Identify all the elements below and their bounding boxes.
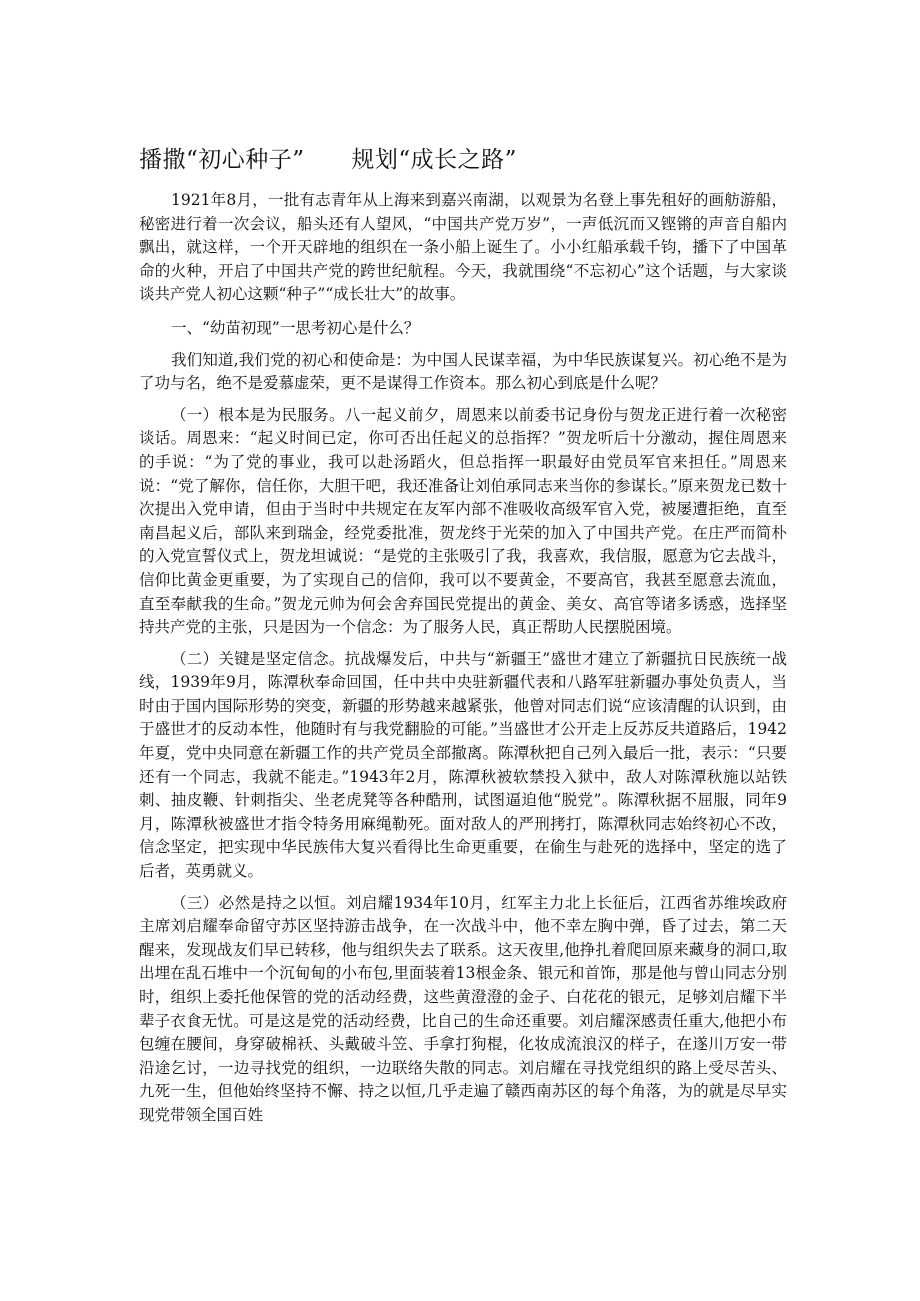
paragraph-intro: 1921年8月，一批有志青年从上海来到嘉兴南湖，以观景为名登上事先租好的画舫游船，秘密进行着一次会议，船头还有人望风，“中国共产党万岁”，一声低沉而又铿锵的声音自船内飘出，就这样，一个开天辟地的组织在一条小船上诞生了。小小红船承载千钧，播下了中国革命的火种，开启了中国共产党的跨世纪航程。今天，我就围绕“不忘初心”这个话题，与大家谈谈共产党人初心这颗“种子”“成长壮大”的故事。	[139, 191, 787, 304]
paragraph-initial-mission: 我们知道,我们党的初心和使命是：为中国人民谋幸福，为中华民族谋复兴。初心绝不是为了功与名，绝不是爱慕虚荣，更不是谋得工作资本。那么初心到底是什么呢？	[139, 350, 787, 393]
document-page	[139, 143, 787, 1128]
section-heading-1: 一、“幼苗初现”一思考初心是什么？	[171, 318, 420, 337]
paragraph-firm-belief: （二）关键是坚定信念。抗战爆发后，中共与“新疆王”盛世才建立了新疆抗日民族统一战线，1939年9月，陈潭秋奉命回国，任中共中央驻新疆代表和八路军驻新疆办事处负责人，当时由于国内国际形势的突变，新疆的形势越来越紧张，他曾对同志们说“应该清醒的认识到，由于盛世才的反动本性，他随时有与我党翻脸的可能。”当盛世才公开走上反苏反共道路后，1942年夏，党中央同意在新疆工作的共产党员全部撤离。陈潭秋把自己列入最后一批，表示：“只要还有一个同志，我就不能走。”1943年2月，陈潭秋被软禁投入狱中，敌人对陈潭秋施以站铁刺、抽皮鞭、针刺指尖、坐老虎凳等各种酷刑，试图逼迫他“脱党”。陈潭秋据不屈服，同年9月，陈潭秋被盛世才指令特务用麻绳勒死。面对敌人的严刑拷打，陈潭秋同志始终初心不改，信念坚定，把实现中华民族伟大复兴看得比生命更重要，在偷生与赴死的选择中，坚定的选了后者，英勇就义。	[139, 649, 787, 881]
document-title: 播撒“初心种子” 规划“成长之路”	[139, 147, 517, 173]
paragraph-perseverance: （三）必然是持之以恒。刘启耀1934年10月，红军主力北上长征后，江西省苏维埃政府主席刘启耀奉命留守苏区坚持游击战争，在一次战斗中，他不幸左胸中弹，昏了过去，第二天醒来，发现战友们早已转移，他与组织失去了联系。这天夜里,他挣扎着爬回原来藏身的洞口,取出埋在乱石堆中一个沉甸甸的小布包,里面装着13根金条、银元和首饰，那是他与曾山同志分别时，组织上委托他保管的党的活动经费，这些黄澄澄的金子、白花花的银元，足够刘启耀下半辈子衣食无忧。可是这是党的活动经费，比自己的生命还重要。刘启耀深感责任重大,他把小布包缠在腰间，身穿破棉袄、头戴破斗笠、手拿打狗棍，化妆成流浪汉的样子，在遂川万安一带沿途乞讨，一边寻找党的组织，一边联络失散的同志。刘启耀在寻找党组织的路上受尽苦头、九死一生，但他始终坚持不懈、持之以恒,几乎走遍了赣西南苏区的每个角落，为的就是尽早实现党带领全国百姓	[139, 893, 787, 1124]
paragraph-serve-people: （一）根本是为民服务。八一起义前夕，周恩来以前委书记身份与贺龙正进行着一次秘密谈话。周恩来：“起义时间已定，你可否出任起义的总指挥？”贺龙听后十分激动，握住周恩来的手说：“为了党的事业，我可以赴汤蹈火，但总指挥一职最好由党员军官来担任。”周恩来说：“党了解你，信任你，大胆干吧，我还准备让刘伯承同志来当你的参谋长。”原来贺龙已数十次提出入党申请，但由于当时中共规定在友军内部不准吸收高级军官入党，被屡遭拒绝，直至南昌起义后，部队来到瑞金，经党委批准，贺龙终于光荣的加入了中国共产党。在庄严而简朴的入党宣誓仪式上，贺龙坦诚说：“是党的主张吸引了我，我喜欢，我信服，愿意为它去战斗，信仰比黄金更重要，为了实现自己的信仰，我可以不要黄金，不要高官，我甚至愿意去流血，直至奉献我的生命。”贺龙元帅为何会舍弃国民党提出的黄金、美女、高官等诸多诱惑，选择坚持共产党的主张，只是因为一个信念：为了服务人民，真正帮助人民摆脱困境。	[139, 405, 787, 637]
